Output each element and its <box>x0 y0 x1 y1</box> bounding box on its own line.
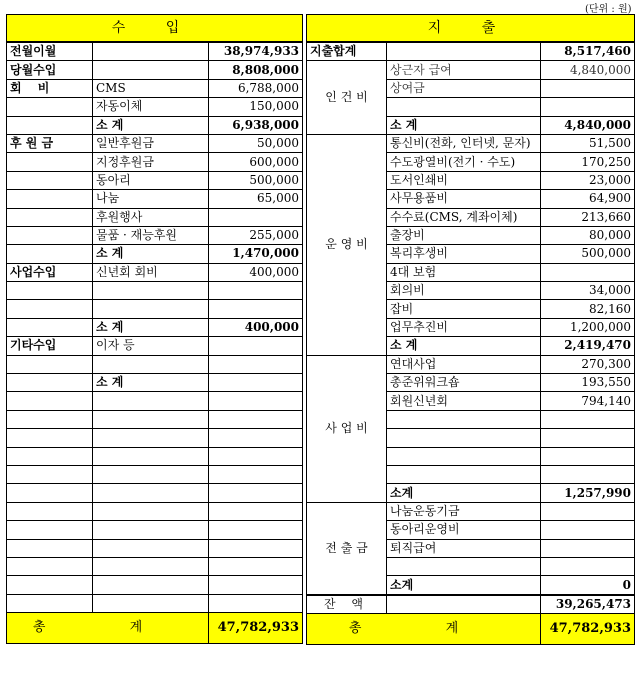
transfer-item-name: 퇴직급여 <box>387 539 541 557</box>
operation-item-name: 출장비 <box>387 226 541 244</box>
operation-item-name: 통신비(전화, 인터넷, 문자) <box>387 134 541 152</box>
business-expense-subtotal: 1,257,990 <box>541 484 635 502</box>
membership-label: 회 비 <box>7 79 93 97</box>
operation-item-name: 도서인쇄비 <box>387 171 541 189</box>
operation-item-name: 잡비 <box>387 300 541 318</box>
operation-label: 운 영 비 <box>307 134 387 355</box>
donation-item-name: 일반후원금 <box>93 134 209 152</box>
operation-item-amount <box>541 263 635 281</box>
operation-item-name: 사무용품비 <box>387 190 541 208</box>
donation-item-amount: 65,000 <box>209 190 303 208</box>
current-income-label: 당월수입 <box>7 61 93 79</box>
donation-item-amount: 50,000 <box>209 134 303 152</box>
expense-total: 47,782,933 <box>541 614 635 645</box>
personnel-label: 인 건 비 <box>307 61 387 135</box>
transfer-subtotal-label: 소계 <box>387 576 541 595</box>
transfer-item-amount <box>541 521 635 539</box>
expense-total-label: 총 계 <box>307 614 541 645</box>
donation-item-amount: 600,000 <box>209 153 303 171</box>
personnel-item-name: 상근자 급여 <box>387 61 541 79</box>
donation-item-amount: 500,000 <box>209 171 303 189</box>
personnel-subtotal: 4,840,000 <box>541 116 635 134</box>
total-expense-label: 지출합계 <box>307 42 387 61</box>
operation-item-name: 수도광열비(전기 · 수도) <box>387 153 541 171</box>
operation-item-amount: 34,000 <box>541 282 635 300</box>
other-income-label: 기타수입 <box>7 337 93 355</box>
other-income-subtotal <box>209 374 303 392</box>
income-total: 47,782,933 <box>209 613 303 644</box>
business-expense-item-name: 총준위워크숍 <box>387 374 541 392</box>
operation-item-amount: 23,000 <box>541 171 635 189</box>
other-income-item-amount <box>209 337 303 355</box>
expense-header: 지 출 <box>307 15 635 43</box>
business-income-item-name: 신년회 회비 <box>93 263 209 281</box>
operation-item-amount: 82,160 <box>541 300 635 318</box>
business-income-subtotal-label: 소 계 <box>93 318 209 336</box>
operation-item-amount: 51,500 <box>541 134 635 152</box>
donation-item-name: 나눔 <box>93 190 209 208</box>
business-income-label: 사업수입 <box>7 263 93 281</box>
expense-table <box>306 14 635 645</box>
total-expense-amount: 8,517,460 <box>541 42 635 61</box>
unit-note: (단위 : 원) <box>585 4 632 15</box>
transfer-label: 전 출 금 <box>307 502 387 594</box>
membership-subtotal-label: 소 계 <box>93 116 209 134</box>
business-expense-item-amount: 794,140 <box>541 392 635 410</box>
balance-label: 잔 액 <box>307 595 387 614</box>
operation-item-name: 4대 보험 <box>387 263 541 281</box>
transfer-item-amount <box>541 539 635 557</box>
transfer-item-name: 나눔운동기금 <box>387 502 541 520</box>
donation-subtotal-label: 소 계 <box>93 245 209 263</box>
current-income-amount: 8,808,000 <box>209 61 303 79</box>
transfer-item-amount <box>541 502 635 520</box>
personnel-item-amount: 4,840,000 <box>541 61 635 79</box>
other-income-subtotal-label: 소 계 <box>93 374 209 392</box>
donation-item-name: 후원행사 <box>93 208 209 226</box>
donation-item-name: 지정후원금 <box>93 153 209 171</box>
operation-item-name: 복리후생비 <box>387 245 541 263</box>
donation-item-amount <box>209 208 303 226</box>
other-income-item-name: 이자 등 <box>93 337 209 355</box>
business-income-subtotal: 400,000 <box>209 318 303 336</box>
donation-item-name: 물품 · 재능후원 <box>93 226 209 244</box>
operation-item-amount: 213,660 <box>541 208 635 226</box>
business-expense-subtotal-label: 소계 <box>387 484 541 502</box>
operation-item-name: 업무추진비 <box>387 318 541 336</box>
transfer-subtotal: 0 <box>541 576 635 595</box>
business-expense-item-amount: 270,300 <box>541 355 635 373</box>
operation-subtotal: 2,419,470 <box>541 337 635 355</box>
operation-item-name: 회의비 <box>387 282 541 300</box>
business-expense-item-name: 연대사업 <box>387 355 541 373</box>
membership-subtotal: 6,938,000 <box>209 116 303 134</box>
income-total-label: 총 계 <box>7 613 209 644</box>
membership-item-amount: 150,000 <box>209 98 303 116</box>
operation-item-amount: 80,000 <box>541 226 635 244</box>
operation-item-name: 수수료(CMS, 계좌이체) <box>387 208 541 226</box>
operation-item-amount: 1,200,000 <box>541 318 635 336</box>
operation-subtotal-label: 소 계 <box>387 337 541 355</box>
personnel-item-amount <box>541 79 635 97</box>
operation-item-amount: 170,250 <box>541 153 635 171</box>
transfer-item-name: 동아리운영비 <box>387 521 541 539</box>
income-header: 수 입 <box>7 15 303 43</box>
business-expense-label: 사 업 비 <box>307 355 387 502</box>
membership-item-name: 자동이체 <box>93 98 209 116</box>
operation-item-amount: 64,900 <box>541 190 635 208</box>
balance-amount: 39,265,473 <box>541 595 635 614</box>
donation-subtotal: 1,470,000 <box>209 245 303 263</box>
business-income-item-amount: 400,000 <box>209 263 303 281</box>
business-expense-item-name: 회원신년회 <box>387 392 541 410</box>
income-table <box>6 14 303 644</box>
operation-item-amount: 500,000 <box>541 245 635 263</box>
membership-item-name: CMS <box>93 79 209 97</box>
donation-item-name: 동아리 <box>93 171 209 189</box>
personnel-subtotal-label: 소 계 <box>387 116 541 134</box>
donation-label: 후 원 금 <box>7 134 93 152</box>
prev-balance-label: 전월이월 <box>7 42 93 61</box>
membership-item-amount: 6,788,000 <box>209 79 303 97</box>
prev-balance-amount: 38,974,933 <box>209 42 303 61</box>
donation-item-amount: 255,000 <box>209 226 303 244</box>
personnel-item-name: 상여금 <box>387 79 541 97</box>
business-expense-item-amount: 193,550 <box>541 374 635 392</box>
